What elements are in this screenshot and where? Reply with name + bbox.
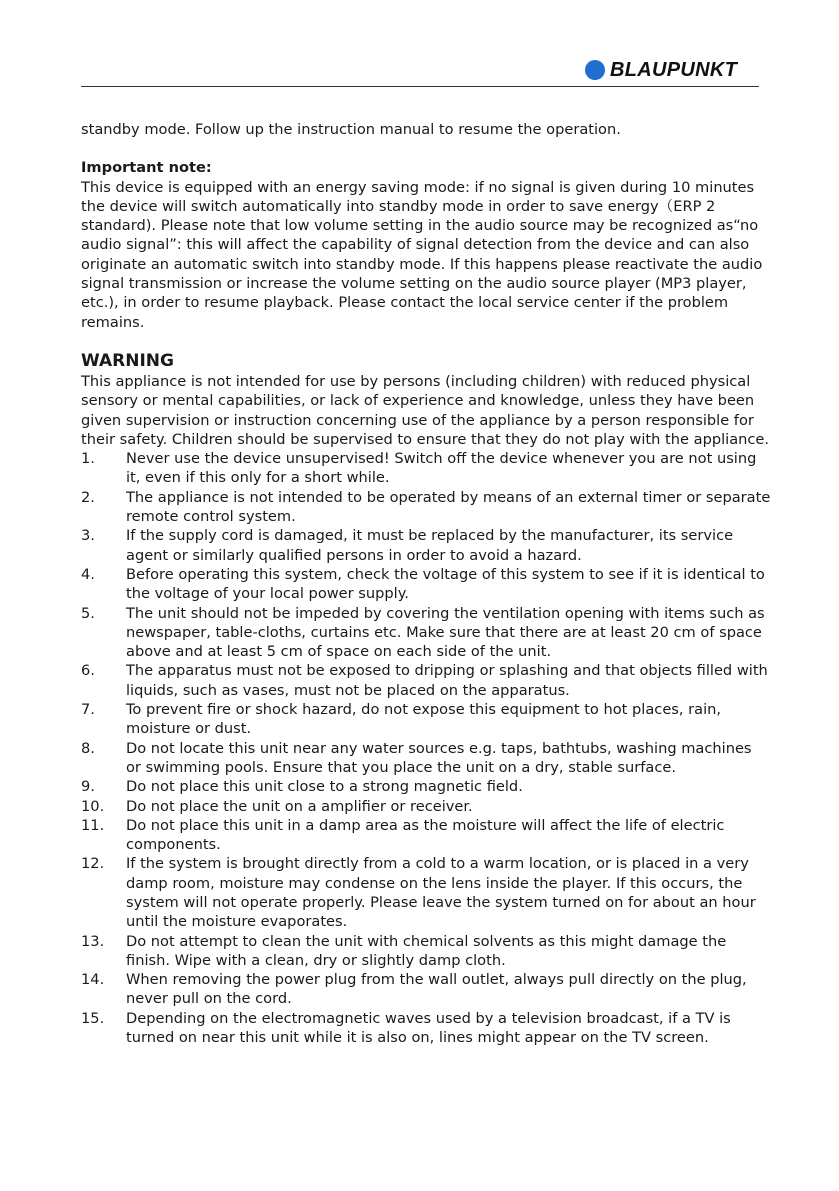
list-item xyxy=(81,777,771,796)
list-item-number: 1. xyxy=(81,450,95,468)
list-item-text: Never use the device unsupervised! Switch off the device whenever you are not using it, even if this only for a short while. xyxy=(126,450,757,487)
list-item-text: Before operating this system, check the voltage of this system to see if it is identical to the voltage of your local power supply. xyxy=(126,565,765,603)
list-item xyxy=(81,854,771,931)
list-item-text: Do not place this unit in a damp area as the moisture will affect the life of electric components. xyxy=(126,816,725,854)
list-item-text: Do not place the unit on a amplifier or receiver. xyxy=(126,797,473,815)
list-item xyxy=(81,816,771,855)
page-content xyxy=(81,120,771,1047)
brand-name: BLAUPUNKT xyxy=(610,59,738,81)
list-item-number: 8. xyxy=(81,739,95,757)
list-item-text: If the supply cord is damaged, it must be replaced by the manufacturer, its service agent or similarly qualified persons in order to avoid a hazard. xyxy=(126,527,734,564)
intro-text: standby mode. Follow up the instruction manual to resume the operation. xyxy=(81,121,621,138)
list-item xyxy=(81,739,771,778)
list-item-text: Do not place this unit close to a strong magnetic field. xyxy=(126,778,523,796)
list-item-text: To prevent fire or shock hazard, do not expose this equipment to hot places, rain, moisture or dust. xyxy=(126,701,722,738)
important-note-body: This device is equipped with an energy saving mode: if no signal is given during 10 minutes the device will switch automatically into standby mode in order to save energy（ERP 2 standard). Please note that low volume setting in the audio source may be recognized as“no audio signal”: this will affect the capability of signal detection from the device and can also originate an automatic switch into standby mode. If this happens please reactivate the audio signal transmission or increase the volume setting on the audio source player (MP3 player, etc.), in order to resume playback. Please contact the local service center if the problem remains. xyxy=(81,178,763,331)
list-item-text: When removing the power plug from the wall outlet, always pull directly on the plug, never pull on the cord. xyxy=(126,971,747,1008)
list-item-number: 13. xyxy=(81,932,105,950)
list-item-number: 12. xyxy=(81,855,105,873)
list-item xyxy=(81,526,771,565)
list-item xyxy=(81,488,771,527)
list-item-number: 7. xyxy=(81,701,95,719)
list-item-text: The appliance is not intended to be operated by means of an external timer or separate remote control system. xyxy=(126,488,771,526)
brand-logo xyxy=(585,58,737,82)
list-item-text: Do not locate this unit near any water sources e.g. taps, bathtubs, washing machines or swimming pools. Ensure that you place the unit on a dry, stable surface. xyxy=(126,739,752,776)
list-item-text: Depending on the electromagnetic waves used by a television broadcast, if a TV is turned on near this unit while it is also on, lines might appear on the TV screen. xyxy=(126,1009,731,1047)
warning-body: This appliance is not intended for use by persons (including children) with reduced physical sensory or mental capabilities, or lack of experience and knowledge, unless they have been given supervision or instruction concerning use of the appliance by a person responsible for their safety. Children should be supervised to ensure that they do not play with the appliance. xyxy=(81,372,770,448)
list-item xyxy=(81,970,771,1009)
list-item xyxy=(81,565,771,604)
list-item-number: 4. xyxy=(81,565,95,583)
list-item-text: The unit should not be impeded by covering the ventilation opening with items such as newspaper, table-cloths, curtains etc. Make sure that there are at least 20 cm of space above and at least 5 cm of space on each side of the unit. xyxy=(126,604,765,661)
list-item-number: 2. xyxy=(81,488,95,506)
list-item xyxy=(81,932,771,971)
list-item-number: 10. xyxy=(81,797,105,815)
list-item-number: 14. xyxy=(81,971,105,989)
brand-dot-icon xyxy=(585,60,605,80)
list-item xyxy=(81,797,771,816)
list-item xyxy=(81,449,771,488)
warning-list xyxy=(81,449,771,1047)
list-item xyxy=(81,604,771,662)
list-item-number: 15. xyxy=(81,1009,105,1027)
list-item-text: Do not attempt to clean the unit with chemical solvents as this might damage the finish. Wipe with a clean, dry or slightly damp cloth. xyxy=(126,932,727,969)
list-item xyxy=(81,700,771,739)
list-item-text: The apparatus must not be exposed to dripping or splashing and that objects filled with liquids, such as vases, must not be placed on the apparatus. xyxy=(126,662,768,699)
header-divider xyxy=(81,86,759,87)
list-item-number: 11. xyxy=(81,816,105,834)
list-item-number: 6. xyxy=(81,662,95,680)
list-item-text: If the system is brought directly from a cold to a warm location, or is placed in a very damp room, moisture may condense on the lens inside the player. If this occurs, the system will not operate properly. Please leave the system turned on for about an hour until the moisture evaporates. xyxy=(126,855,756,931)
list-item-number: 5. xyxy=(81,604,95,622)
warning-title: WARNING xyxy=(81,350,174,371)
list-item xyxy=(81,1009,771,1048)
important-note-title: Important note: xyxy=(81,159,212,177)
list-item-number: 9. xyxy=(81,778,95,796)
list-item-number: 3. xyxy=(81,527,95,545)
list-item xyxy=(81,661,771,700)
